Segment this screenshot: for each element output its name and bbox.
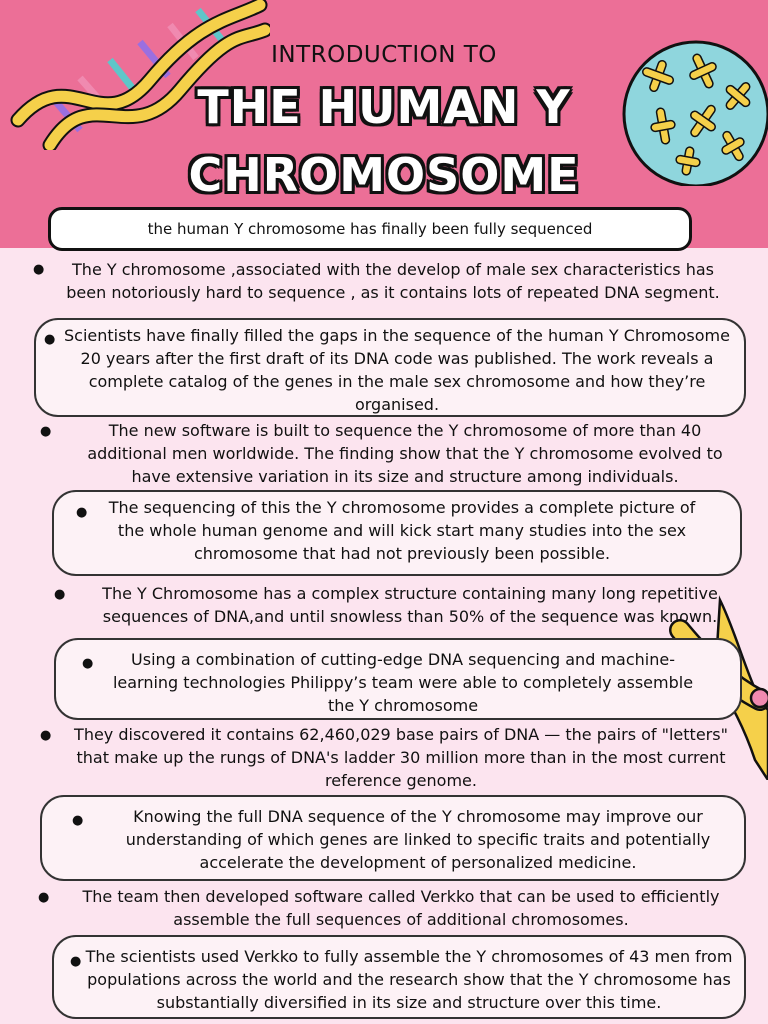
list-item-boxed <box>40 795 746 881</box>
bullet-icon: ● <box>40 728 52 743</box>
bullet-icon: ● <box>40 424 52 439</box>
bullet-icon: ● <box>38 890 50 905</box>
list-item-boxed <box>54 638 742 720</box>
list-item-boxed <box>34 318 746 417</box>
list-item-text: The Y Chromosome has a complex structure containing many long repetitive sequences of DNA,and until snowless than 50% of the sequence was known. <box>102 584 718 626</box>
page-title-line1: THE HUMAN Y <box>197 80 571 134</box>
list-item-text: They discovered it contains 62,460,029 base pairs of DNA — the pairs of "letters" that make up the rungs of DNA's ladder 30 million more than in the most current reference genome. <box>74 725 728 790</box>
page-title-line2: CHROMOSOME <box>188 148 580 202</box>
list-item-text: Scientists have finally filled the gaps in the sequence of the human Y Chromosome 20 years after the first draft of its DNA code was published. The work reveals a complete catalog of the genes in the male sex chromosome and how they’re organised. <box>64 326 730 414</box>
list-item-text: The team then developed software called Verkko that can be used to efficiently assemble the full sequences of additional chromosomes. <box>82 887 720 929</box>
subtitle-box <box>48 207 692 251</box>
bullet-icon: ● <box>72 813 84 828</box>
bullet-icon: ● <box>54 587 66 602</box>
list-item-boxed <box>52 490 742 576</box>
list-item-boxed <box>52 935 746 1019</box>
bullet-icon: ● <box>82 656 94 671</box>
list-item-text: The sequencing of this the Y chromosome provides a complete picture of the whole human genome and will kick start many studies into the sex chromosome that had not previously been possible. <box>108 498 696 563</box>
bullet-icon: ● <box>33 262 45 277</box>
list-item-text: Using a combination of cutting-edge DNA sequencing and machine-learning technologies Philippy’s team were able to completely assemble the Y chromosome <box>112 650 694 715</box>
bullet-icon: ● <box>44 332 56 347</box>
list-item-text: The new software is built to sequence the Y chromosome of more than 40 additional men worldwide. The finding show that the Y chromosome evolved to have extensive variation in its size and structure among individuals. <box>87 421 723 486</box>
bullet-icon: ● <box>76 505 88 520</box>
subtitle-text: the human Y chromosome has finally been fully sequenced <box>147 220 593 238</box>
list-item-text: The Y chromosome ,associated with the develop of male sex characteristics has been notoriously hard to sequence , as it contains lots of repeated DNA segment. <box>66 260 720 302</box>
bullet-icon: ● <box>70 954 82 969</box>
list-item-text: The scientists used Verkko to fully assemble the Y chromosomes of 43 men from populations across the world and the research show that the Y chromosome has substantially diversified in its size and structure over this time. <box>85 947 733 1012</box>
list-item-text: Knowing the full DNA sequence of the Y chromosome may improve our understanding of which genes are linked to specific traits and potentially accelerate the development of personalized medicine. <box>125 807 711 872</box>
kicker-text: INTRODUCTION TO <box>271 42 497 68</box>
